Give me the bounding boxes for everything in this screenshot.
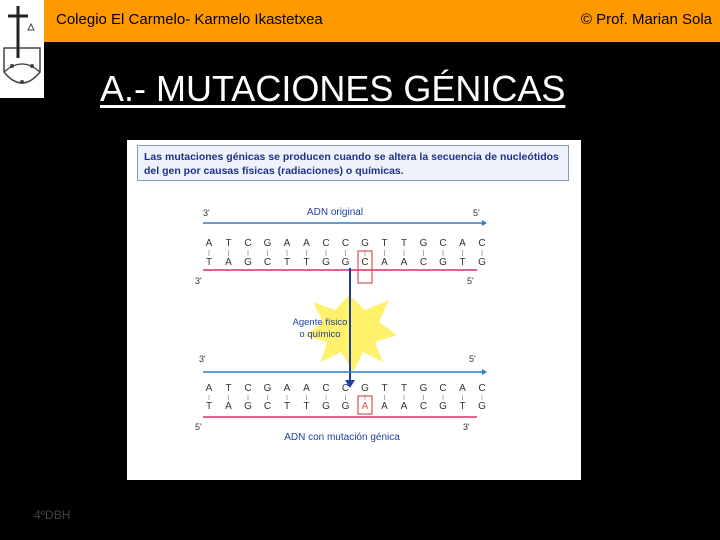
top-strand1-base-0: A (205, 238, 213, 249)
bottom-strand2-base-9: A (381, 401, 388, 412)
bottom-strand2-base-11: C (419, 401, 428, 412)
top-strand1-base-8: G (361, 238, 369, 249)
agent-line2: o químico (299, 329, 341, 340)
top-strand1-base-3: G (263, 238, 272, 249)
top-strand1-base-10: T (400, 238, 408, 249)
bottom-strand2-base-1: A (225, 401, 232, 412)
page-title: A.- MUTACIONES GÉNICAS (100, 68, 566, 109)
bottom-strand1-base-4: A (283, 383, 291, 394)
bottom-end-tr: 5' (469, 354, 476, 364)
top-strand2-base-14: G (478, 257, 486, 268)
top-strand2-base-2: G (244, 257, 252, 268)
top-strand2 (206, 257, 486, 268)
top-strand2-base-3: C (263, 257, 272, 268)
bottom-strand2-base-13: T (459, 401, 466, 412)
bottom-strand1-base-11: G (419, 383, 428, 394)
author-credit: © Prof. Marian Sola (580, 11, 712, 28)
top-end-bl: 3' (195, 276, 202, 286)
top-strand2-base-7: G (341, 257, 350, 268)
top-label: ADN original (306, 207, 364, 218)
footer-course: 4ºDBH (34, 508, 71, 522)
bottom-strand2-base-5: T (303, 401, 310, 412)
bottom-end-br: 3' (463, 422, 470, 432)
top-end-tr: 5' (473, 208, 480, 218)
bottom-strand2-base-0: T (205, 401, 213, 412)
bottom-strand1-base-10: T (400, 383, 408, 394)
top-end-br: 5' (467, 276, 474, 286)
top-strand1-base-9: T (381, 238, 388, 249)
bottom-strand1-base-14: C (478, 383, 486, 394)
bottom-strand1 (206, 383, 486, 400)
bottom-end-bl: 5' (195, 422, 202, 432)
bottom-strand2-base-8: A (361, 401, 369, 412)
carmelite-shield-icon (0, 0, 44, 98)
top-strand2-base-1: A (225, 257, 232, 268)
bottom-strand1-base-1: T (225, 383, 232, 394)
top-strand1-base-13: A (459, 238, 466, 249)
school-logo (0, 0, 44, 98)
top-strand1-base-14: C (478, 238, 486, 249)
top-strand2-base-9: A (381, 257, 388, 268)
top-strand2-base-13: T (459, 257, 466, 268)
top-strand1-base-7: C (341, 238, 350, 249)
top-strand2-base-8: C (361, 257, 369, 268)
bottom-label: ADN con mutación génica (284, 432, 400, 443)
bottom-strand2-base-2: G (244, 401, 252, 412)
bottom-strand1-base-6: C (322, 383, 330, 394)
bottom-strand1-base-12: C (439, 383, 447, 394)
top-strand1-base-11: G (419, 238, 428, 249)
bottom-strand1-base-8: G (361, 383, 369, 394)
bottom-strand1-base-9: T (381, 383, 388, 394)
top-strand1 (206, 238, 486, 256)
top-strand1-base-2: C (244, 238, 252, 249)
dna-diagram (127, 140, 581, 480)
bottom-strand1-base-3: G (263, 383, 272, 394)
top-strand2-base-11: C (419, 257, 428, 268)
bottom-strand2-base-4: T (283, 401, 291, 412)
top-strand2-base-12: G (439, 257, 447, 268)
bottom-strand2-base-3: C (263, 401, 272, 412)
top-strand1-base-4: A (283, 238, 291, 249)
bottom-strand-arrow (482, 369, 487, 375)
top-strand1-base-5: A (303, 238, 310, 249)
bottom-strand2-base-10: A (400, 401, 408, 412)
bottom-strand1-base-5: A (303, 383, 310, 394)
school-name: Colegio El Carmelo- Karmelo Ikastetxea (56, 11, 323, 28)
bottom-strand1-base-7: C (341, 383, 350, 394)
mutation-figure (127, 140, 581, 480)
top-strand2-base-10: A (400, 257, 408, 268)
top-strand1-base-1: T (225, 238, 232, 249)
bottom-strand1-base-0: A (205, 383, 213, 394)
top-end-tl: 3' (203, 208, 210, 218)
bottom-strand1-base-13: A (459, 383, 466, 394)
top-strand1-base-6: C (322, 238, 330, 249)
agent-line1: Agente físico (292, 317, 348, 328)
bottom-strand2-base-12: G (439, 401, 447, 412)
top-strand2-base-5: T (303, 257, 310, 268)
bottom-end-tl: 3' (199, 354, 206, 364)
bottom-strand2 (206, 401, 486, 412)
bottom-strand1-base-2: C (244, 383, 252, 394)
bottom-strand2-base-7: G (341, 401, 350, 412)
top-strand-arrow (482, 220, 487, 226)
top-strand2-base-6: G (322, 257, 330, 268)
bottom-strand2-base-14: G (478, 401, 486, 412)
top-strand2-base-4: T (283, 257, 291, 268)
top-strand2-base-0: T (205, 257, 213, 268)
bottom-strand2-base-6: G (322, 401, 330, 412)
intro-text: Las mutaciones génicas se producen cuando se altera la secuencia de nucleótidos del gen por causas físicas (radiaciones) o químicas. (137, 145, 569, 181)
top-strand1-base-12: C (439, 238, 447, 249)
